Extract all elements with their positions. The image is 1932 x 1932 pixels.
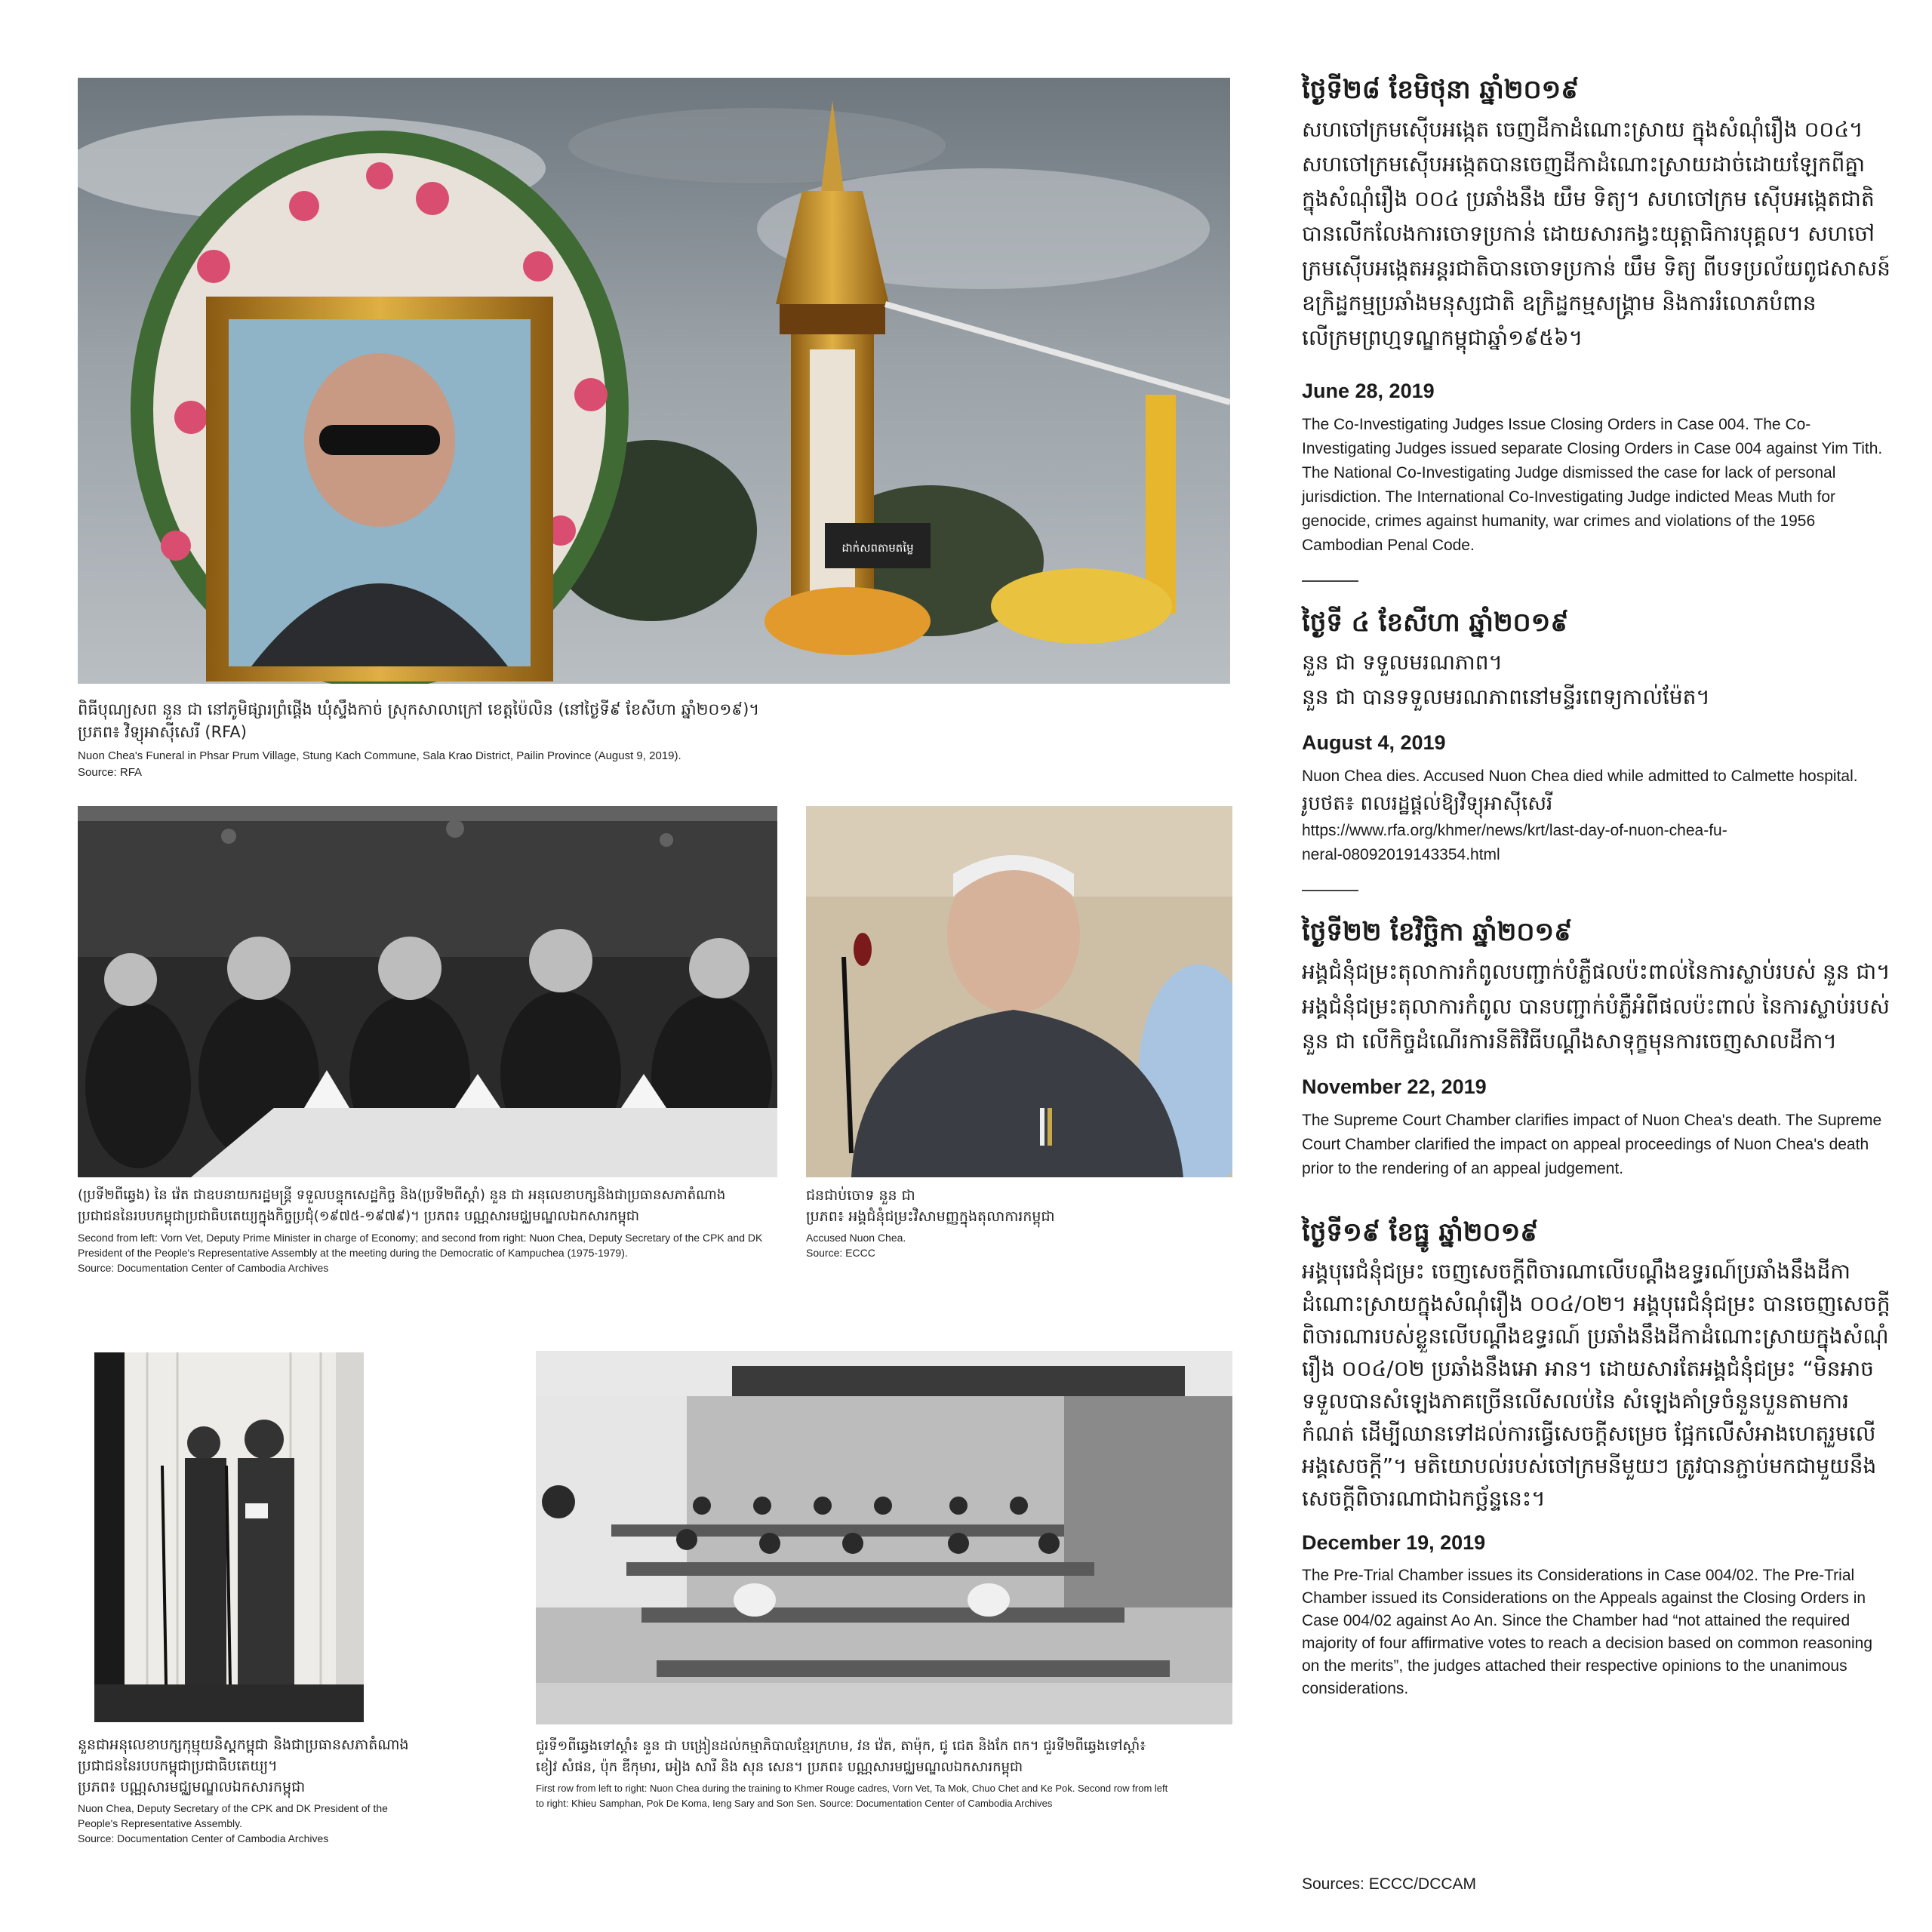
funeral-photo (78, 78, 1230, 684)
speech-photo (94, 1352, 364, 1722)
banquet-caption-en-2: President of the People's Representative Assembly at the meeting during the Democratic of Kampuchea (1975-1979). (78, 1247, 628, 1259)
banquet-caption-km-1: (ប្រទី២ពីឆ្វេង) នៃ វ៉េត ជាឧបនាយករដ្ឋមន្ត្រី ទទួលបន្ទុកសេដ្ឋកិច្ច និង(ប្រទី២ពីស្ដាំ) នួន ជា អនុលេខាបក្សនិងជាប្រធានសភាតំណាង (78, 1187, 726, 1203)
svg-text:ដាក់សពតាមតម្លៃ: ដាក់សពតាមតម្លៃ (841, 541, 914, 555)
km-date: ថ្ងៃទី២២ ខែវិច្ឆិកា ឆ្នាំ២០១៩ (1302, 917, 1573, 947)
en-body: The Pre-Trial Chamber issues its Considerations in Case 004/02. The Pre-Trial Chamber issued its Considerations on the Appeals against the Closing Orders in Case 004/02 against Ao An. Since the Chamber had “not attained the required majority of four affirmative votes to reach a decision based on common reasoning on the merits”, the judges attached their respective opinions to the unanimous considerations. (1302, 1567, 1872, 1697)
km-date: ថ្ងៃទី២៨ ខែមិថុនា ឆ្នាំ២០១៩ (1302, 75, 1580, 105)
km-line-1: នួន ជា ទទួលមរណភាព។ (1302, 650, 1503, 675)
funeral-source-en: Source: RFA (78, 766, 143, 779)
en-date: August 4, 2019 (1302, 731, 1446, 754)
funeral-caption-en: Nuon Chea's Funeral in Phsar Prum Village, Stung Kach Commune, Sala Krao District, Pailin Province (August 9, 2019). (78, 749, 681, 762)
divider (1302, 580, 1358, 582)
training-caption-en-1: First row from left to right: Nuon Chea during the training to Khmer Rouge cadres, Vorn Vet, Ta Mok, Chuo Chet and Ke Pok. Second row from left (536, 1783, 1168, 1794)
accused-caption-en: Accused Nuon Chea. (806, 1232, 906, 1244)
accused-caption-km: ជនជាប់ចោទ នួន ជា (806, 1187, 915, 1204)
banquet-photo (78, 806, 777, 1177)
speech-source-en: Source: Documentation Center of Cambodia Archives (78, 1832, 329, 1844)
training-caption-km-2: ខៀវ សំផន, ប៉ុក ឌីកុមារ, អៀង សារី និង សុន សេន។ ប្រភព៖ បណ្ណសារមជ្ឈមណ្ឌលឯកសារកម្ពុជា (536, 1759, 1023, 1775)
timeline-entry-august-2019 (1302, 605, 1890, 867)
timeline-column (1302, 72, 1890, 1700)
funeral-caption-km: ពិធីបុណ្យសព នួន ជា នៅភូមិផ្សារព្រំផ្ដើង ឃុំស្ទឹងកាច់ ស្រុកសាលាក្រៅ ខេត្តប៉ៃលិន (នៅថ្ងៃទី៩ ខែសីហា ឆ្នាំ២០១៩)។ (78, 700, 760, 718)
km-date: ថ្ងៃទី ៤ ខែសីហា ឆ្នាំ២០១៩ (1302, 608, 1569, 638)
rfa-link-line-1[interactable]: https://www.rfa.org/khmer/news/krt/last-day-of-nuon-chea-fu- (1302, 822, 1727, 839)
accused-caption (806, 1185, 1232, 1260)
en-date: November 22, 2019 (1302, 1075, 1487, 1098)
rfa-link-line-2[interactable]: neral-08092019143354.html (1302, 846, 1500, 863)
en-date: June 28, 2019 (1302, 380, 1435, 402)
divider (1302, 890, 1358, 891)
timeline-entry-november-2019 (1302, 914, 1890, 1181)
speech-caption (78, 1734, 470, 1846)
accused-photo (806, 806, 1232, 1177)
en-body: Nuon Chea dies. Accused Nuon Chea died while admitted to Calmette hospital. (1302, 768, 1858, 785)
banquet-caption-km-2: ប្រជាជននៃរបបកម្ពុជាប្រជាធិបតេយ្យក្នុងកិច្ចប្រជុំ(១៩៧៥-១៩៧៩)។ ប្រភព៖ បណ្ណសារមជ្ឈមណ្ឌលឯកសារកម្ពុជា (78, 1208, 640, 1224)
photo-credit-km: រូបថត៖ ពលរដ្ឋផ្ដល់ឱ្យវិទ្យុអាស៊ីសេរី (1302, 792, 1553, 815)
km-body: អង្គជំនុំជម្រះតុលាការកំពូលបញ្ជាក់បំភ្លឺផលប៉ះពាល់នៃការស្លាប់របស់ នួន ជា។ អង្គជំនុំជម្រះតុលាការកំពូល បានបញ្ជាក់បំភ្លឺអំពីផលប៉ះពាល់ នៃការស្លាប់របស់ នួន ជា លើកិច្ចដំណើរការនីតិវិធីបណ្ដឹងសាទុក្ខមុនការចេញសាលដីកា។ (1302, 959, 1890, 1054)
accused-source-en: Source: ECCC (806, 1247, 875, 1259)
training-caption-en-2: to right: Khieu Samphan, Pok De Koma, Ieng Sary and Son Sen. Source: Documentation Center of Cambodia Archives (536, 1798, 1053, 1809)
speech-caption-km-2: ប្រជាជននៃរបបកម្ពុជាប្រជាធិបតេយ្យ។ (78, 1758, 278, 1774)
speech-source-km: ប្រភព៖ បណ្ណសារមជ្ឈមណ្ឌលឯកសារកម្ពុជា (78, 1779, 306, 1795)
sources-note: Sources: ECCC/DCCAM (1302, 1875, 1477, 1893)
speech-caption-en-2: People's Representative Assembly. (78, 1817, 242, 1829)
timeline-entry-december-2019 (1302, 1214, 1890, 1700)
en-body: The Supreme Court Chamber clarifies impact of Nuon Chea's death. The Supreme Court Chamber clarified the impact on appeal proceedings of Nuon Chea's death prior to the rendering of an appeal judgement. (1302, 1112, 1882, 1177)
speech-caption-km-1: នួនជាអនុលេខាបក្សកុម្មុយនិស្តកម្ពុជា និងជាប្រធានសភាតំណាង (78, 1737, 409, 1753)
km-date: ថ្ងៃទី១៩ ខែធ្នូ ឆ្នាំ២០១៩ (1302, 1217, 1539, 1247)
speech-caption-en-1: Nuon Chea, Deputy Secretary of the CPK and DK President of the (78, 1802, 388, 1814)
km-line-2: នួន ជា បានទទួលមរណភាពនៅមន្ទីរពេទ្យកាល់ម៉ែត។ (1302, 685, 1710, 709)
km-body: អង្គបុរេជំនុំជម្រះ ចេញសេចក្ដីពិចារណាលើបណ្ដឹងឧទ្ធរណ៍ប្រឆាំងនឹងដីកាដំណោះស្រាយក្នុងសំណុំរឿង ០០៤/០២។ អង្គបុរេជំនុំជម្រះ បានចេញសេចក្ដីពិចារណារបស់ខ្លួនលើបណ្ដឹងឧទ្ធរណ៍ ប្រឆាំងនឹងដីកាដំណោះស្រាយក្នុងសំណុំរឿង ០០៤/០២ ប្រឆាំងនឹងអោ អាន។ ដោយសារតែអង្គជំនុំជម្រះ “មិនអាចទទួលបានសំឡេងភាគច្រើនលើសលប់នៃ សំឡេងគាំទ្រចំនួនបួនតាមការកំណត់ ដើម្បីឈានទៅដល់ការធ្វើសេចក្ដីសម្រេច ផ្អែកលើសំអាងហេតុរួមលើអង្គសេចក្ដី”។ មតិយោបល់របស់ចៅក្រមនីមួយៗ ត្រូវបានភ្ជាប់មកជាមួយនឹងសេចក្ដីពិចារណាជាឯកច្ឆ័ន្ទនេះ។ (1302, 1259, 1890, 1511)
timeline-entry-june-2019 (1302, 72, 1890, 558)
training-caption-km-1: ជួរទី១ពីឆ្វេងទៅស្ដាំ៖ នួន ជា បង្រៀនដល់កម្មាភិបាលខ្មែរក្រហម, វន វ៉េត, តាម៉ុក, ជូ ជេត និងកែ ពក។ ជួរទី២ពីឆ្វេងទៅស្ដាំ៖ (536, 1738, 1146, 1754)
accused-source-km: ប្រភព៖ អង្គជំនុំជម្រះវិសាមញ្ញក្នុងតុលាការកម្ពុជា (806, 1208, 1055, 1225)
funeral-caption (78, 698, 1210, 781)
training-photo (536, 1351, 1232, 1724)
banquet-caption-en-1: Second from left: Vorn Vet, Deputy Prime Minister in charge of Economy; and second from right: Nuon Chea, Deputy Secretary of the CPK and DK (78, 1232, 763, 1244)
banquet-source-en: Source: Documentation Center of Cambodia Archives (78, 1262, 329, 1274)
training-caption (536, 1736, 1260, 1811)
km-body: សហចៅក្រមស៊ើបអង្កេត ចេញដីកាដំណោះស្រាយ ក្នុងសំណុំរឿង ០០៤។ សហចៅក្រមស៊ើបអង្កេតបានចេញដីកាដំណោះស្រាយដាច់ដោយឡែកពីគ្នាក្នុងសំណុំរឿង ០០៤ ប្រឆាំងនឹង យឹម ទិត្យ។ សហចៅក្រម ស៊ើបអង្កេតជាតិ បានលើកលែងការចោទប្រកាន់ ដោយសារកង្វះយុត្តាធិការបុគ្គល។ សហចៅក្រមស៊ើបអង្កេតអន្តរជាតិបានចោទប្រកាន់ យឹម ទិត្យ ពីបទប្រល័យពូជសាសន៍ ឧក្រិដ្ឋកម្មប្រឆាំងមនុស្សជាតិ ឧក្រិដ្ឋកម្មសង្គ្រាម និងការរំលោភបំពានលើក្រមព្រហ្មទណ្ឌកម្ពុជាឆ្នាំ១៩៥៦។ (1302, 117, 1890, 350)
funeral-source-km: ប្រភព៖ វិទ្យុអាស៊ីសេរី (RFA) (78, 723, 247, 741)
en-date: December 19, 2019 (1302, 1531, 1486, 1554)
en-body: The Co-Investigating Judges Issue Closing Orders in Case 004. The Co-Investigating Judges issued separate Closing Orders in Case 004 against Yim Tith. The National Co-Investigating Judge dismissed the case for lack of personal jurisdiction. The International Co-Investigating Judge indicted Meas Muth for genocide, crimes against humanity, war crimes and violations of the 1956 Cambodian Penal Code. (1302, 416, 1883, 554)
banquet-caption (78, 1185, 832, 1275)
